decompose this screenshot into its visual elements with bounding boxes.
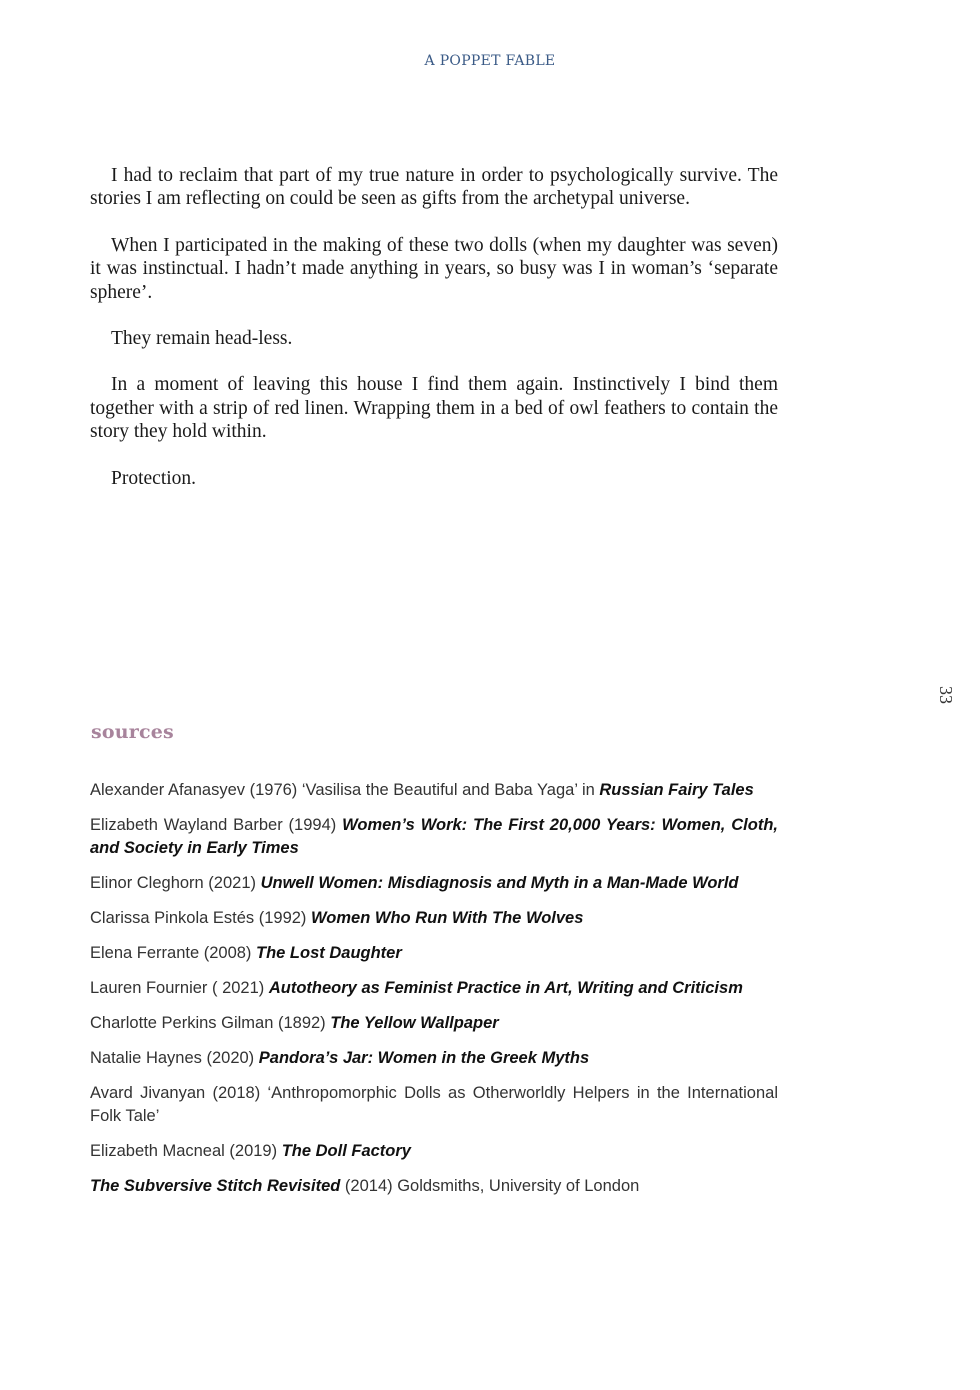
source-text: Natalie Haynes (2020) [90, 1049, 259, 1067]
source-text: Elena Ferrante (2008) [90, 944, 257, 962]
source-entry [90, 1082, 778, 1128]
source-title: The Subversive Stitch Revisited [90, 1177, 341, 1195]
source-title: Pandora’s Jar: Women in the Greek Myths [258, 1049, 590, 1067]
source-entry [90, 814, 778, 860]
source-text: Elinor Cleghorn (2021) [90, 874, 261, 892]
source-title: Russian Fairy Tales [599, 781, 754, 799]
body-paragraph: I had to reclaim that part of my true nature in order to psychologically survive. The stories I am reflecting on could be seen as gifts from the archetypal universe. [90, 165, 778, 210]
source-title: Unwell Women: Misdiagnosis and Myth in a Man-Made World [260, 874, 739, 892]
source-text: Clarissa Pinkola Estés (1992) [90, 909, 312, 927]
source-entry [90, 977, 778, 1000]
source-text: Elizabeth Macneal (2019) [90, 1142, 282, 1160]
source-entry [90, 1140, 778, 1163]
source-text: (2014) Goldsmiths, University of London [340, 1177, 640, 1195]
body-paragraph: In a moment of leaving this house I find them again. Instinctively I bind them together with a strip of red linen. Wrapping them in a bed of owl feathers to contain the story they hold within. [90, 374, 778, 443]
source-entry [90, 779, 778, 802]
body-paragraph: They remain head-less. [111, 328, 293, 350]
source-text: Alexander Afanasyev (1976) ‘Vasilisa the Beautiful and Baba Yaga’ in [90, 781, 600, 799]
source-title: Women’s Work: The First 20,000 Years: Women, Cloth, and Society in Early Times [90, 816, 778, 857]
page-number: 33 [936, 686, 956, 704]
sources-list [90, 779, 778, 1210]
source-entry [90, 1175, 778, 1198]
source-text: Elizabeth Wayland Barber (1994) [90, 816, 343, 834]
source-title: The Doll Factory [281, 1142, 411, 1160]
source-title: The Lost Daughter [256, 944, 402, 962]
running-header: A POPPET FABLE [424, 53, 556, 69]
source-title: Autotheory as Feminist Practice in Art, Writing and Criticism [268, 979, 743, 997]
source-entry [90, 1012, 778, 1035]
source-text: Lauren Fournier ( 2021) [90, 979, 269, 997]
source-text: Avard Jivanyan (2018) ‘Anthropomorphic Dolls as Otherworldly Helpers in the International Folk Tale’ [90, 1084, 778, 1125]
source-entry [90, 907, 778, 930]
sources-heading: sources [91, 721, 174, 743]
source-entry [90, 1047, 778, 1070]
source-entry [90, 942, 778, 965]
source-entry [90, 872, 778, 895]
source-title: The Yellow Wallpaper [330, 1014, 499, 1032]
source-text: Charlotte Perkins Gilman (1892) [90, 1014, 331, 1032]
body-paragraph: Protection. [111, 467, 197, 489]
body-paragraph: When I participated in the making of these two dolls (when my daughter was seven) it was instinctual. I hadn’t made anything in years, so busy was I in woman’s ‘separate sphere’. [90, 234, 778, 303]
source-title: Women Who Run With The Wolves [311, 909, 584, 927]
body-text [90, 164, 778, 513]
